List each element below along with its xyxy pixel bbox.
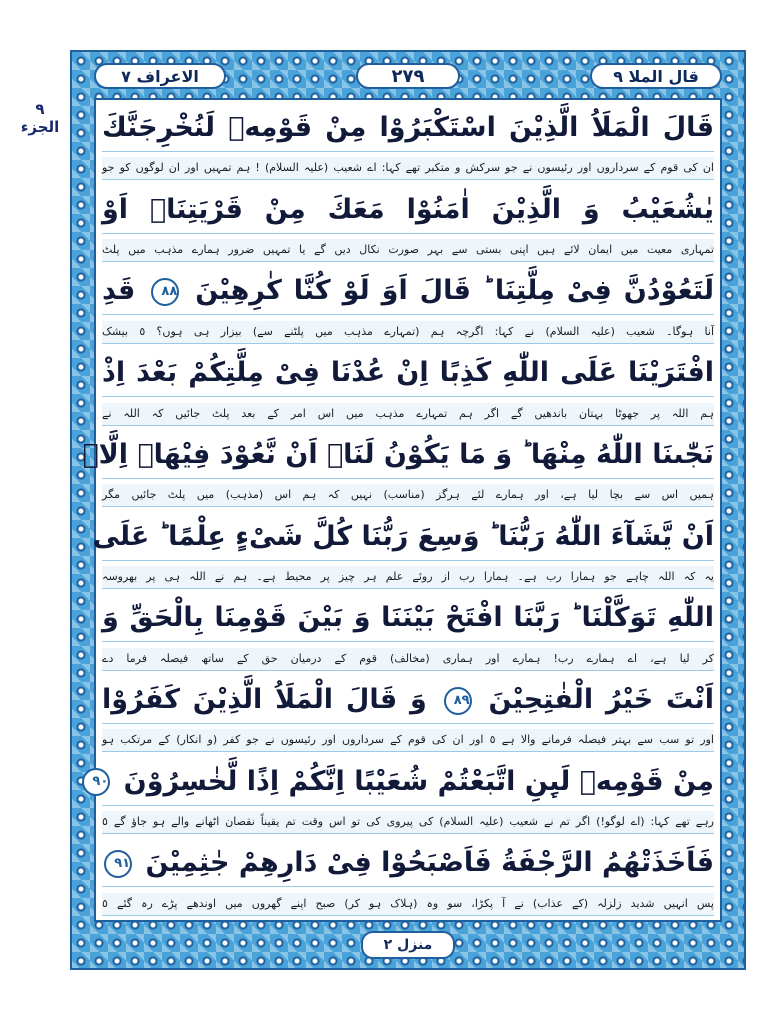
translation-line: یہ کہ اللہ چاہے جو ہمارا رب ہے۔ ہمارا رب از روئے علم ہر چیز پر محیط ہے۔ ہم نے اللہ ہی پر بھروسہ xyxy=(102,566,714,589)
verse-text: افْتَرَیْنَا عَلَى اللّٰهِ كَذِبًا اِنْ عُدْنَا فِیْ مِلَّتِكُمْ بَعْدَ اِذْ xyxy=(102,357,714,389)
verse-text: مِنْ قَوْمِهٖ لَىِٕنِ اتَّبَعْتُمْ شُعَیْبًا اِنَّكُمْ اِذًا لَّخٰسِرُوْنَ xyxy=(123,765,714,797)
ayah-number: ٨٩ xyxy=(444,687,472,715)
ayah-number: ٩٠ xyxy=(82,768,110,796)
verse-line xyxy=(102,594,714,642)
verse-line xyxy=(102,267,714,315)
verse-line xyxy=(102,349,714,397)
ayah-number: ٩١ xyxy=(104,850,132,878)
text-area xyxy=(82,98,722,922)
translation-line: ہمیں اس سے بچا لیا ہے، اور ہمارے لئے ہرگز (مناسب) نہیں کہ ہم اس (مذہب) میں پلٹ جائیں مگر xyxy=(102,484,714,507)
translation-line: ان کی قوم کے سرداروں اور رئیسوں نے جو سرکش و متکبر تھے کہا: اے شعیب (علیہ السلام) ! ہم تمہیں اور ان لوگوں کو جو xyxy=(102,157,714,180)
ayah-number: ٨٨ xyxy=(151,278,179,306)
verse-line xyxy=(102,676,714,724)
verse-text: نَجّٰىنَا اللّٰهُ مِنْهَا ؕ وَ مَا یَكُوْنُ لَنَاۤ اَنْ نَّعُوْدَ فِیْهَاۤ اِلَّاۤ xyxy=(82,438,714,470)
juz-number: ٩ xyxy=(35,100,45,118)
verse-text: قَالَ الْمَلَاُ الَّذِیْنَ اسْتَكْبَرُوْا مِنْ قَوْمِهٖ لَنُخْرِجَنَّكَ xyxy=(102,112,714,143)
translation-line: تمہاری معیت میں ایمان لائے ہیں اپنی بستی سے بہر صورت نکال دیں گے یا تمہیں ضرور ہمارے مذہب میں پلٹ xyxy=(102,239,714,262)
juz-label: الجزء xyxy=(20,118,60,136)
translation-line: کر لیا ہے، اے ہمارے رب! ہمارے اور ہماری (مخالف) قوم کے درمیان حق کے ساتھ فیصلہ فرما دے xyxy=(102,648,714,671)
page-frame xyxy=(70,50,746,970)
verse-text: لَتَعُوْدُنَّ فِیْ مِلَّتِنَا ؕ قَالَ اَوَ لَوْ كُنَّا كٰرِهِیْنَ xyxy=(195,275,714,307)
verse-text: وَ قَالَ الْمَلَاُ الَّذِیْنَ كَفَرُوْا xyxy=(102,684,427,716)
verse-line xyxy=(102,839,714,887)
verse-text: فَاَخَذَتْهُمُ الرَّجْفَةُ فَاَصْبَحُوْا فِیْ دَارِهِمْ جٰثِمِیْنَ xyxy=(145,847,714,879)
translation-line: آنا ہوگا۔ شعیب (علیہ السلام) نے کہا: اگرچہ ہم (تمہارے مذہب میں پلٹنے سے) بیزار ہی ہوں؟ ٥ بیشک xyxy=(102,321,714,344)
verse-line xyxy=(92,758,714,806)
juz-marker xyxy=(14,100,66,136)
manzil-label: منزل ٢ xyxy=(361,931,455,959)
verse-text: اللّٰهِ تَوَكَّلْنَا ؕ رَبَّنَا افْتَحْ بَیْنَنَا وَ بَیْنَ قَوْمِنَا بِالْحَقِّ وَ xyxy=(102,602,714,634)
page-number: ٢٧٩ xyxy=(356,63,460,89)
verse-line xyxy=(102,104,714,152)
translation-line: پس انہیں شدید زلزلہ (کے عذاب) نے آ پکڑا، سو وہ (ہلاک ہو کر) صبح اپنے گھروں میں اوندھے پڑے رہ گئے ٥ xyxy=(102,893,714,916)
page-header xyxy=(94,60,722,92)
surah-name: الاعراف ٧ xyxy=(94,63,226,89)
translation-line: رہے تھے کہا: (اے لوگو!) اگر تم نے شعیب (علیہ السلام) کی پیروی کی تو اس وقت تم یقیناً نقصان اٹھانے والے ہو جاؤ گے ٥ xyxy=(102,811,714,834)
page-footer xyxy=(72,932,744,958)
verse-line xyxy=(102,186,714,234)
verse-text: یٰشُعَیْبُ وَ الَّذِیْنَ اٰمَنُوْا مَعَكَ مِنْ قَرْیَتِنَاۤ اَوْ xyxy=(102,193,714,225)
translation-line: ہم اللہ پر جھوٹا بہتان باندھیں گے اگر ہم تمہارے مذہب میں اس امر کے بعد پلٹ جائیں کہ اللہ نے xyxy=(102,403,714,426)
juz-name: قال الملا ٩ xyxy=(590,63,722,89)
verse-text: اَنْ یَّشَآءَ اللّٰهُ رَبُّنَا ؕ وَسِعَ رَبُّنَا كُلَّ شَیْءٍ عِلْمًا ؕ عَلَى xyxy=(92,520,714,552)
verse-text: قَدِ xyxy=(102,275,136,307)
translation-line: اور تو سب سے بہتر فیصلہ فرمانے والا ہے ٥ اور ان کی قوم کے سرداروں اور رئیسوں نے جو کفر (و انکار) کے مرتکب ہو xyxy=(102,729,714,752)
verse-text: اَنْتَ خَیْرُ الْفٰتِحِیْنَ xyxy=(488,684,715,716)
verse-line xyxy=(82,431,714,479)
verse-line xyxy=(92,513,714,561)
